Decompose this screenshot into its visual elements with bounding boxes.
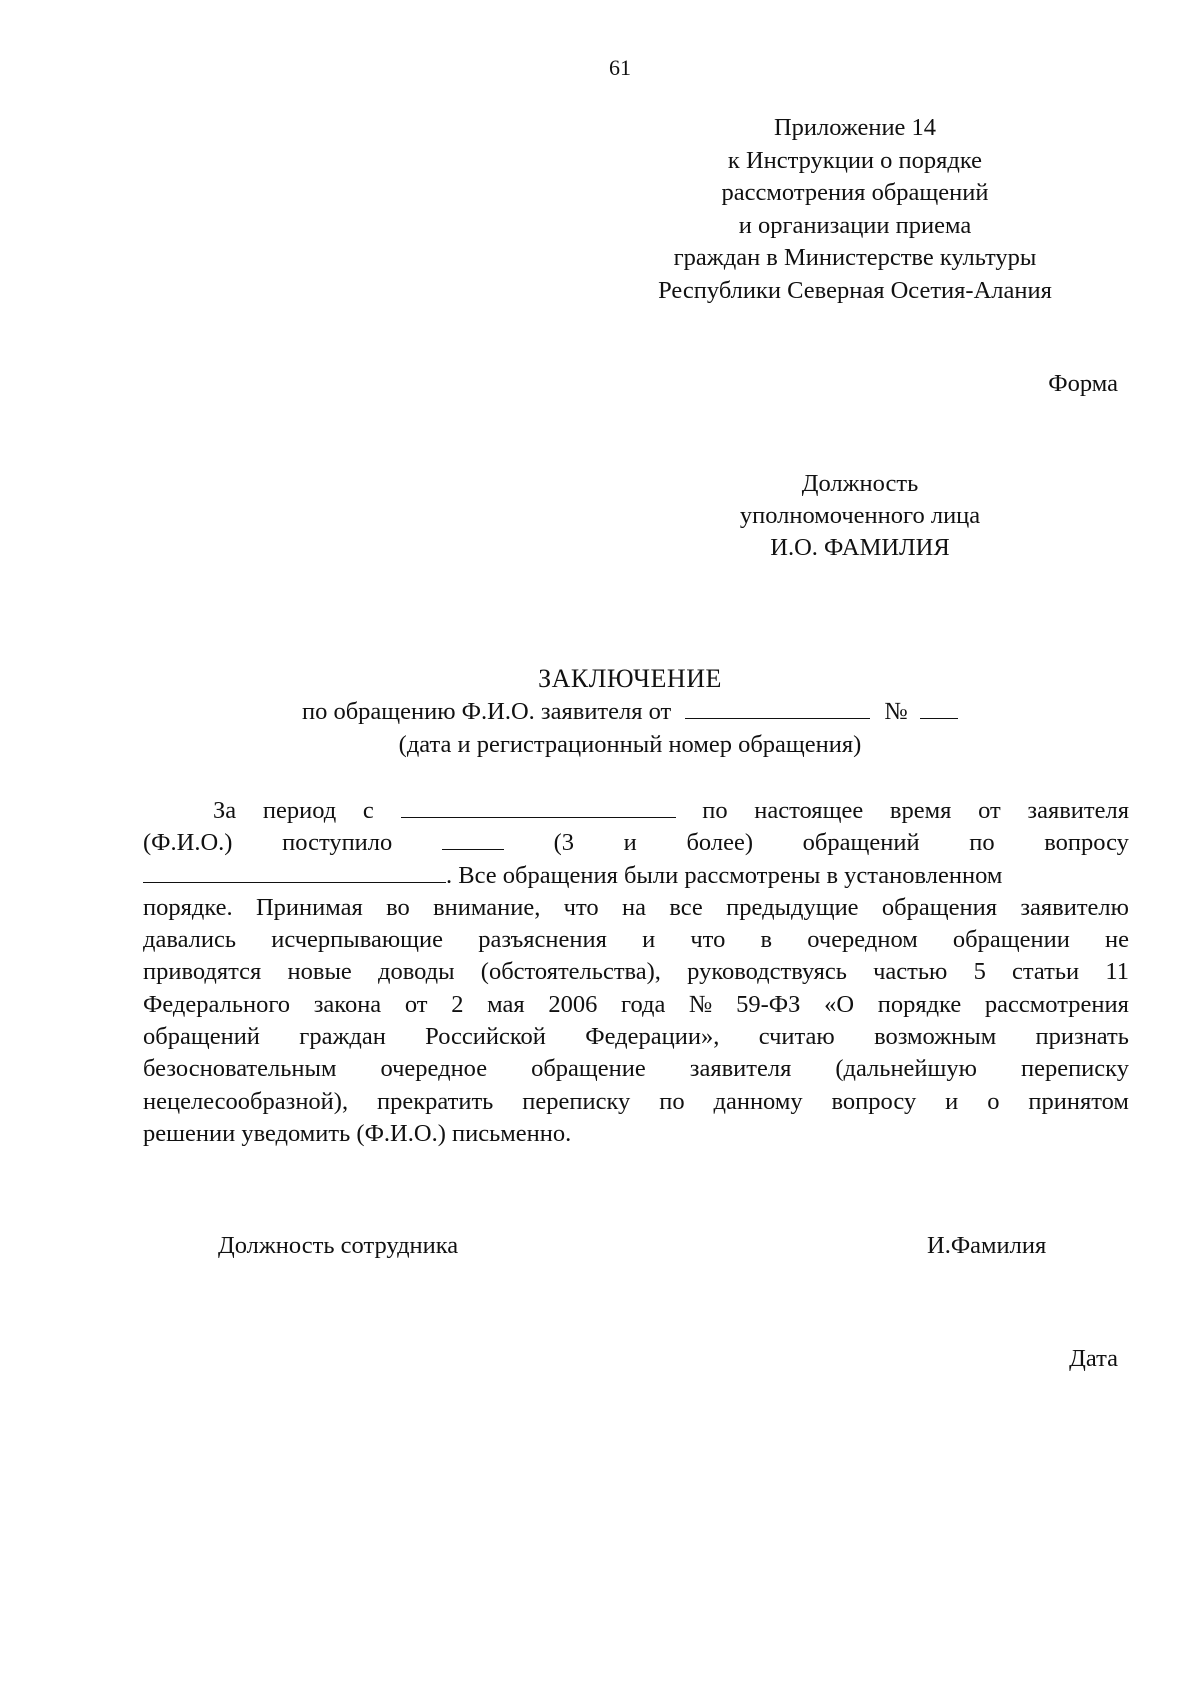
subtitle-prefix: по обращению Ф.И.О. заявителя от: [301, 698, 672, 725]
number-blank-field[interactable]: [920, 696, 958, 719]
body-word: переписку: [1020, 1055, 1129, 1083]
body-word: обращения: [881, 893, 997, 921]
body-word: «О: [824, 990, 855, 1018]
appendix-line: Приложение 14: [773, 114, 937, 141]
body-word: обращений: [143, 1023, 260, 1051]
body-word: обращении: [952, 926, 1070, 954]
body-word: признать: [1035, 1023, 1129, 1051]
body-word: предыдущие: [726, 893, 859, 921]
body-line: [143, 827, 1129, 859]
body-word: во: [386, 893, 410, 921]
body-word: безосновательным: [143, 1055, 337, 1083]
body-word: что: [690, 926, 726, 954]
question-blank-field[interactable]: [143, 860, 446, 883]
appendix-header: [580, 112, 1130, 307]
body-word: закона: [313, 990, 382, 1018]
body-line: [143, 892, 1129, 924]
body-word: возможным: [874, 1023, 997, 1051]
body-word: по: [702, 797, 728, 824]
body-line: [143, 989, 1129, 1021]
body-word: внимание,: [433, 893, 541, 921]
number-sign: №: [884, 698, 908, 725]
body-line: [143, 1021, 1129, 1053]
body-line-last: решении уведомить (Ф.И.О.) письменно.: [143, 1119, 572, 1147]
body-word: обращение: [531, 1055, 646, 1083]
body-word: прекратить: [377, 1087, 494, 1115]
body-word: 2006: [548, 990, 598, 1018]
body-word: приводятся: [143, 958, 262, 986]
body-word: на: [621, 893, 646, 921]
appendix-line: и организации приема: [738, 211, 972, 239]
body-word: все: [669, 893, 703, 921]
body-word: (дальнейшую: [835, 1055, 977, 1083]
body-line: [143, 924, 1129, 956]
body-word: настоящее: [754, 797, 864, 824]
body-word: исчерпывающие: [271, 926, 444, 954]
body-word: вопросу: [831, 1087, 917, 1115]
page-number: 61: [609, 55, 631, 80]
addressee-line: И.О. ФАМИЛИЯ: [770, 534, 950, 561]
body-word: 11: [1105, 958, 1129, 986]
date-label: Дата: [1069, 1345, 1118, 1372]
body-word: порядке: [877, 990, 962, 1018]
appendix-line: рассмотрения обращений: [721, 179, 989, 206]
body-word: заявителю: [1020, 893, 1129, 921]
body-word: мая: [487, 990, 525, 1018]
date-blank-field[interactable]: [685, 696, 870, 719]
body-word: Принимая: [255, 893, 363, 921]
body-word: вопросу: [1044, 829, 1129, 857]
body-word: принятом: [1028, 1087, 1129, 1115]
subtitle-note: (дата и регистрационный номер обращения): [398, 731, 862, 758]
body-word: от: [404, 990, 428, 1018]
body-word: За: [213, 797, 237, 824]
body-word: в: [760, 926, 773, 954]
body-word: период: [262, 797, 337, 824]
body-word: рассмотрения: [984, 990, 1129, 1018]
body-line: [143, 860, 1129, 892]
body-word: время: [889, 797, 952, 824]
body-word: 5: [973, 958, 986, 986]
body-line: [143, 956, 1129, 988]
body-word: Российской: [425, 1023, 546, 1051]
body-word: №: [689, 990, 713, 1018]
body-word: новые: [287, 958, 352, 986]
body-word: и: [642, 926, 656, 954]
body-word: очередное: [380, 1055, 488, 1083]
signature-name: И.Фамилия: [927, 1232, 1047, 1259]
body-word: года: [621, 990, 666, 1018]
body-word: не: [1105, 926, 1129, 954]
body-word: статьи: [1012, 958, 1080, 986]
body-word: давались: [143, 926, 237, 954]
body-word: разъяснения: [478, 926, 607, 954]
body-word: заявителя: [689, 1055, 792, 1083]
body-word: очередном: [807, 926, 918, 954]
conclusion-body: [143, 795, 1129, 1150]
body-word: обращений: [802, 829, 920, 857]
body-word: считаю: [758, 1023, 835, 1051]
body-word: (3: [553, 829, 575, 857]
body-word: и: [945, 1087, 959, 1115]
body-word: поступило: [282, 829, 393, 857]
body-word: (Ф.И.О.): [143, 829, 233, 857]
body-word: о: [987, 1087, 1000, 1115]
body-word: руководствуясь: [687, 958, 847, 986]
appendix-line: Республики Северная Осетия-Алания: [658, 276, 1052, 304]
body-word: от: [978, 797, 1001, 824]
body-word: частью: [873, 958, 948, 986]
body-word: 2: [451, 990, 464, 1018]
body-word: граждан: [299, 1023, 386, 1051]
body-word: (обстоятельства),: [480, 958, 661, 986]
body-word: Федерации»,: [585, 1023, 720, 1051]
body-word: порядке.: [143, 893, 233, 921]
body-word: данному: [713, 1087, 803, 1115]
addressee-line: Должность: [801, 470, 919, 497]
body-word: Федерального: [143, 990, 291, 1018]
body-word: переписку: [522, 1087, 631, 1115]
body-word: доводы: [377, 958, 455, 986]
body-word: нецелесообразной),: [143, 1087, 349, 1115]
body-line: [143, 1086, 1129, 1118]
body-word: что: [563, 893, 599, 921]
body-word: и: [623, 829, 637, 857]
body-word: более): [686, 829, 753, 857]
appendix-line: граждан в Министерстве культуры: [673, 244, 1037, 271]
body-line: [143, 1053, 1129, 1085]
form-label: Форма: [1048, 370, 1118, 397]
period-start-blank-field[interactable]: [401, 795, 676, 818]
body-line: [143, 795, 1129, 827]
body-word: с: [362, 797, 374, 824]
body-word: по: [969, 829, 995, 857]
document-heading: ЗАКЛЮЧЕНИЕ: [538, 664, 722, 693]
count-blank-field[interactable]: [442, 827, 504, 850]
body-word: по: [659, 1087, 685, 1115]
addressee-block: [700, 468, 1020, 564]
body-word: заявителя: [1027, 797, 1129, 824]
conclusion-title-block: [130, 662, 1130, 761]
body-word: 59-ФЗ: [736, 990, 801, 1018]
body-text-segment: . Все обращения были рассмотрены в установленном: [446, 861, 1003, 889]
addressee-line: уполномоченного лица: [739, 502, 981, 529]
appendix-line: к Инструкции о порядке: [727, 146, 983, 174]
document-subtitle: [130, 695, 1130, 728]
signature-role: Должность сотрудника: [218, 1232, 459, 1259]
